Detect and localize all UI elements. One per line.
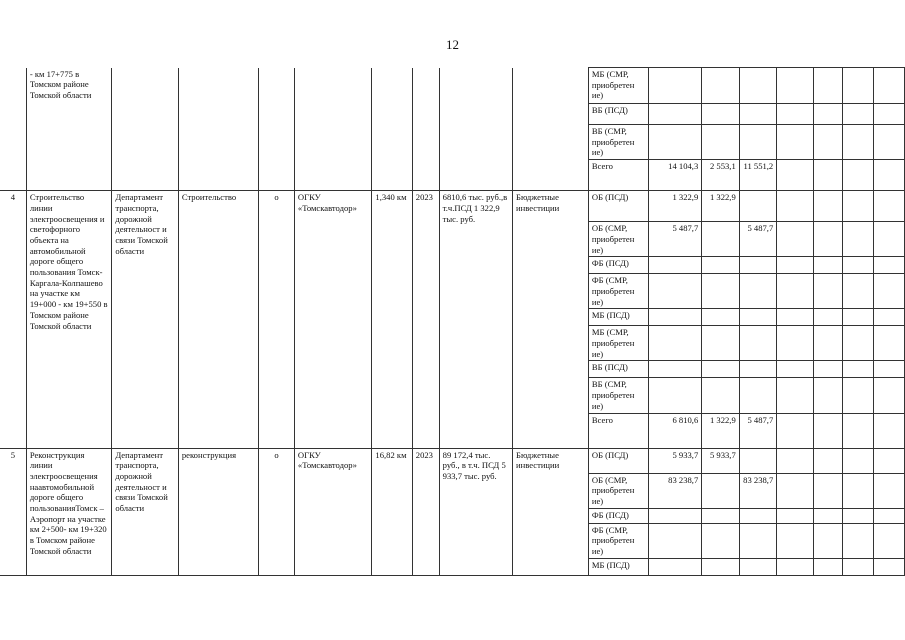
empty-cell [813, 125, 842, 160]
empty-cell [873, 508, 904, 523]
funding-source-cell: ВБ (ПСД) [588, 104, 649, 125]
empty-cell [813, 326, 842, 361]
length-cell: 1,340 км [372, 191, 412, 448]
funding-total-cell: 83 238,7 [649, 473, 702, 508]
funding-year1-cell [702, 125, 740, 160]
funding-year1-cell [702, 523, 740, 558]
empty-cell [842, 222, 873, 257]
empty-cell [259, 68, 295, 191]
empty-cell [873, 361, 904, 378]
empty-cell [813, 160, 842, 191]
funding-total-cell [649, 274, 702, 309]
funding-year1-cell [702, 378, 740, 413]
empty-cell [873, 68, 904, 104]
empty-cell [842, 191, 873, 222]
object-name-cell: Строительство линии электроосвещения и светофорного объекта на автомобильной дороге общего пользования Томск-Каргала-Колпашево на участке км 19+000 - км 19+550 в Томском районе Томской области [26, 191, 112, 448]
empty-cell [813, 473, 842, 508]
page-number: 12 [446, 37, 459, 52]
funding-source-cell: МБ (СМР, приобретен ие) [588, 68, 649, 104]
empty-cell [873, 125, 904, 160]
empty-cell [842, 448, 873, 473]
empty-cell [777, 558, 814, 575]
funding-source-cell: ВБ (СМР, приобретен ие) [588, 125, 649, 160]
empty-cell [873, 326, 904, 361]
empty-cell [813, 448, 842, 473]
empty-cell [777, 274, 814, 309]
empty-cell [777, 508, 814, 523]
funding-year2-cell: 5 487,7 [739, 222, 777, 257]
work-type-cell: реконструкция [178, 448, 258, 575]
object-name-cell: - км 17+775 в Томском районе Томской области [26, 68, 112, 191]
department-cell: Департамент транспорта, дорожной деятельност и связи Томской области [112, 191, 178, 448]
funding-year1-cell [702, 558, 740, 575]
empty-cell [842, 523, 873, 558]
empty-cell [813, 508, 842, 523]
funding-year1-cell: 2 553,1 [702, 160, 740, 191]
organization-cell: ОГКУ «Томскавтодор» [294, 191, 371, 448]
funding-total-cell [649, 361, 702, 378]
funding-total-cell [649, 558, 702, 575]
empty-cell [777, 378, 814, 413]
work-type-cell: Строительство [178, 191, 258, 448]
empty-cell [439, 68, 512, 191]
funding-total-cell: 5 487,7 [649, 222, 702, 257]
table-row [0, 68, 905, 104]
cost-cell: 6810,6 тыс. руб.,в т.ч.ПСД 1 322,9 тыс. руб. [439, 191, 512, 448]
empty-cell [842, 558, 873, 575]
empty-cell [842, 413, 873, 448]
empty-cell [777, 160, 814, 191]
funding-source-cell: МБ (ПСД) [588, 558, 649, 575]
empty-cell [777, 104, 814, 125]
funding-year1-cell: 5 933,7 [702, 448, 740, 473]
empty-cell [777, 523, 814, 558]
department-cell: Департамент транспорта, дорожной деятельност и связи Томской области [112, 448, 178, 575]
empty-cell [842, 473, 873, 508]
funding-source-cell: ФБ (ПСД) [588, 257, 649, 274]
empty-cell [873, 104, 904, 125]
funding-year2-cell [739, 191, 777, 222]
funding-total-cell: 14 104,3 [649, 160, 702, 191]
empty-cell [842, 160, 873, 191]
funding-year1-cell [702, 361, 740, 378]
empty-cell [372, 68, 412, 191]
funding-source-cell: ОБ (СМР, приобретен ие) [588, 222, 649, 257]
funding-total-cell [649, 523, 702, 558]
funding-source-cell: МБ (ПСД) [588, 309, 649, 326]
funding-year2-cell [739, 68, 777, 104]
funding-year1-cell [702, 222, 740, 257]
empty-cell [777, 68, 814, 104]
empty-cell [777, 473, 814, 508]
empty-cell [842, 257, 873, 274]
empty-cell [813, 257, 842, 274]
empty-cell [873, 222, 904, 257]
empty-cell [777, 257, 814, 274]
empty-cell [842, 104, 873, 125]
empty-cell [813, 309, 842, 326]
table-row [0, 448, 905, 473]
funding-year2-cell: 11 551,2 [739, 160, 777, 191]
funding-year1-cell [702, 326, 740, 361]
empty-cell [813, 413, 842, 448]
length-cell: 16,82 км [372, 448, 412, 575]
funding-source-cell: МБ (СМР, приобретен ие) [588, 326, 649, 361]
empty-cell [873, 473, 904, 508]
empty-cell [873, 523, 904, 558]
empty-cell [873, 257, 904, 274]
funding-year2-cell [739, 361, 777, 378]
empty-cell [777, 361, 814, 378]
empty-cell [178, 68, 258, 191]
empty-cell [777, 222, 814, 257]
table-body [0, 68, 905, 576]
funding-year2-cell [739, 508, 777, 523]
funding-year2-cell [739, 274, 777, 309]
funding-year1-cell [702, 104, 740, 125]
empty-cell [842, 361, 873, 378]
funding-year2-cell: 83 238,7 [739, 473, 777, 508]
empty-cell [813, 68, 842, 104]
funding-total-cell [649, 257, 702, 274]
funding-year1-cell: 1 322,9 [702, 413, 740, 448]
empty-cell [112, 68, 178, 191]
funding-total-cell: 5 933,7 [649, 448, 702, 473]
row-number-cell: 4 [0, 191, 26, 448]
table-row [0, 191, 905, 222]
funding-year1-cell [702, 257, 740, 274]
empty-cell [813, 378, 842, 413]
flag-cell: о [259, 448, 295, 575]
funding-source-cell: Всего [588, 413, 649, 448]
empty-cell [813, 523, 842, 558]
funding-total-cell [649, 378, 702, 413]
empty-cell [873, 558, 904, 575]
funding-year2-cell [739, 125, 777, 160]
funding-total-cell [649, 309, 702, 326]
row-number-cell: 5 [0, 448, 26, 575]
funding-source-cell: ФБ (СМР, приобретен ие) [588, 274, 649, 309]
funding-year2-cell [739, 326, 777, 361]
empty-cell [842, 508, 873, 523]
empty-cell [813, 558, 842, 575]
empty-cell [842, 309, 873, 326]
empty-cell [777, 125, 814, 160]
funding-total-cell [649, 508, 702, 523]
funding-year2-cell [739, 378, 777, 413]
funding-total-cell: 1 322,9 [649, 191, 702, 222]
empty-cell [813, 222, 842, 257]
funding-source-cell: ОБ (СМР, приобретен ие) [588, 473, 649, 508]
funding-source-cell: ОБ (ПСД) [588, 448, 649, 473]
empty-cell [813, 361, 842, 378]
empty-cell [777, 309, 814, 326]
funding-total-cell [649, 125, 702, 160]
funding-year2-cell [739, 523, 777, 558]
year-cell: 2023 [412, 191, 439, 448]
funding-year2-cell [739, 257, 777, 274]
empty-cell [777, 191, 814, 222]
flag-cell: о [259, 191, 295, 448]
investment-kind-cell: Бюджетные инвестиции [513, 191, 589, 448]
object-name-cell: Реконструкция линии электроосвещения наавтомобильной дороге общего пользованияТомск – Аэропорт на участке км 2+500- км 19+320 в Томском районе Томской области [26, 448, 112, 575]
empty-cell [873, 274, 904, 309]
empty-cell [873, 378, 904, 413]
empty-cell [873, 448, 904, 473]
funding-source-cell: ВБ (ПСД) [588, 361, 649, 378]
funding-total-cell [649, 326, 702, 361]
empty-cell [513, 68, 589, 191]
investment-table [0, 67, 905, 576]
funding-year1-cell [702, 309, 740, 326]
empty-cell [412, 68, 439, 191]
empty-cell [842, 68, 873, 104]
empty-cell [842, 125, 873, 160]
funding-total-cell [649, 68, 702, 104]
cost-cell: 89 172,4 тыс. руб., в т.ч. ПСД 5 933,7 тыс. руб. [439, 448, 512, 575]
year-cell: 2023 [412, 448, 439, 575]
funding-year2-cell: 5 487,7 [739, 413, 777, 448]
organization-cell: ОГКУ «Томскавтодор» [294, 448, 371, 575]
empty-cell [873, 160, 904, 191]
funding-source-cell: ОБ (ПСД) [588, 191, 649, 222]
funding-total-cell: 6 810,6 [649, 413, 702, 448]
funding-source-cell: ФБ (ПСД) [588, 508, 649, 523]
empty-cell [777, 413, 814, 448]
empty-cell [294, 68, 371, 191]
funding-year1-cell [702, 274, 740, 309]
empty-cell [777, 326, 814, 361]
funding-source-cell: Всего [588, 160, 649, 191]
funding-source-cell: ФБ (СМР, приобретен ие) [588, 523, 649, 558]
funding-year2-cell [739, 104, 777, 125]
funding-total-cell [649, 104, 702, 125]
funding-year1-cell [702, 473, 740, 508]
empty-cell [842, 274, 873, 309]
empty-cell [873, 413, 904, 448]
empty-cell [842, 378, 873, 413]
funding-source-cell: ВБ (СМР, приобретен ие) [588, 378, 649, 413]
empty-cell [842, 326, 873, 361]
empty-cell [873, 309, 904, 326]
empty-cell [813, 104, 842, 125]
investment-kind-cell: Бюджетные инвестиции [513, 448, 589, 575]
empty-cell [813, 191, 842, 222]
funding-year2-cell [739, 309, 777, 326]
funding-year1-cell [702, 68, 740, 104]
funding-year2-cell [739, 558, 777, 575]
empty-cell [777, 448, 814, 473]
row-number-cell [0, 68, 26, 191]
empty-cell [873, 191, 904, 222]
empty-cell [813, 274, 842, 309]
funding-year1-cell [702, 508, 740, 523]
funding-year1-cell: 1 322,9 [702, 191, 740, 222]
funding-year2-cell [739, 448, 777, 473]
